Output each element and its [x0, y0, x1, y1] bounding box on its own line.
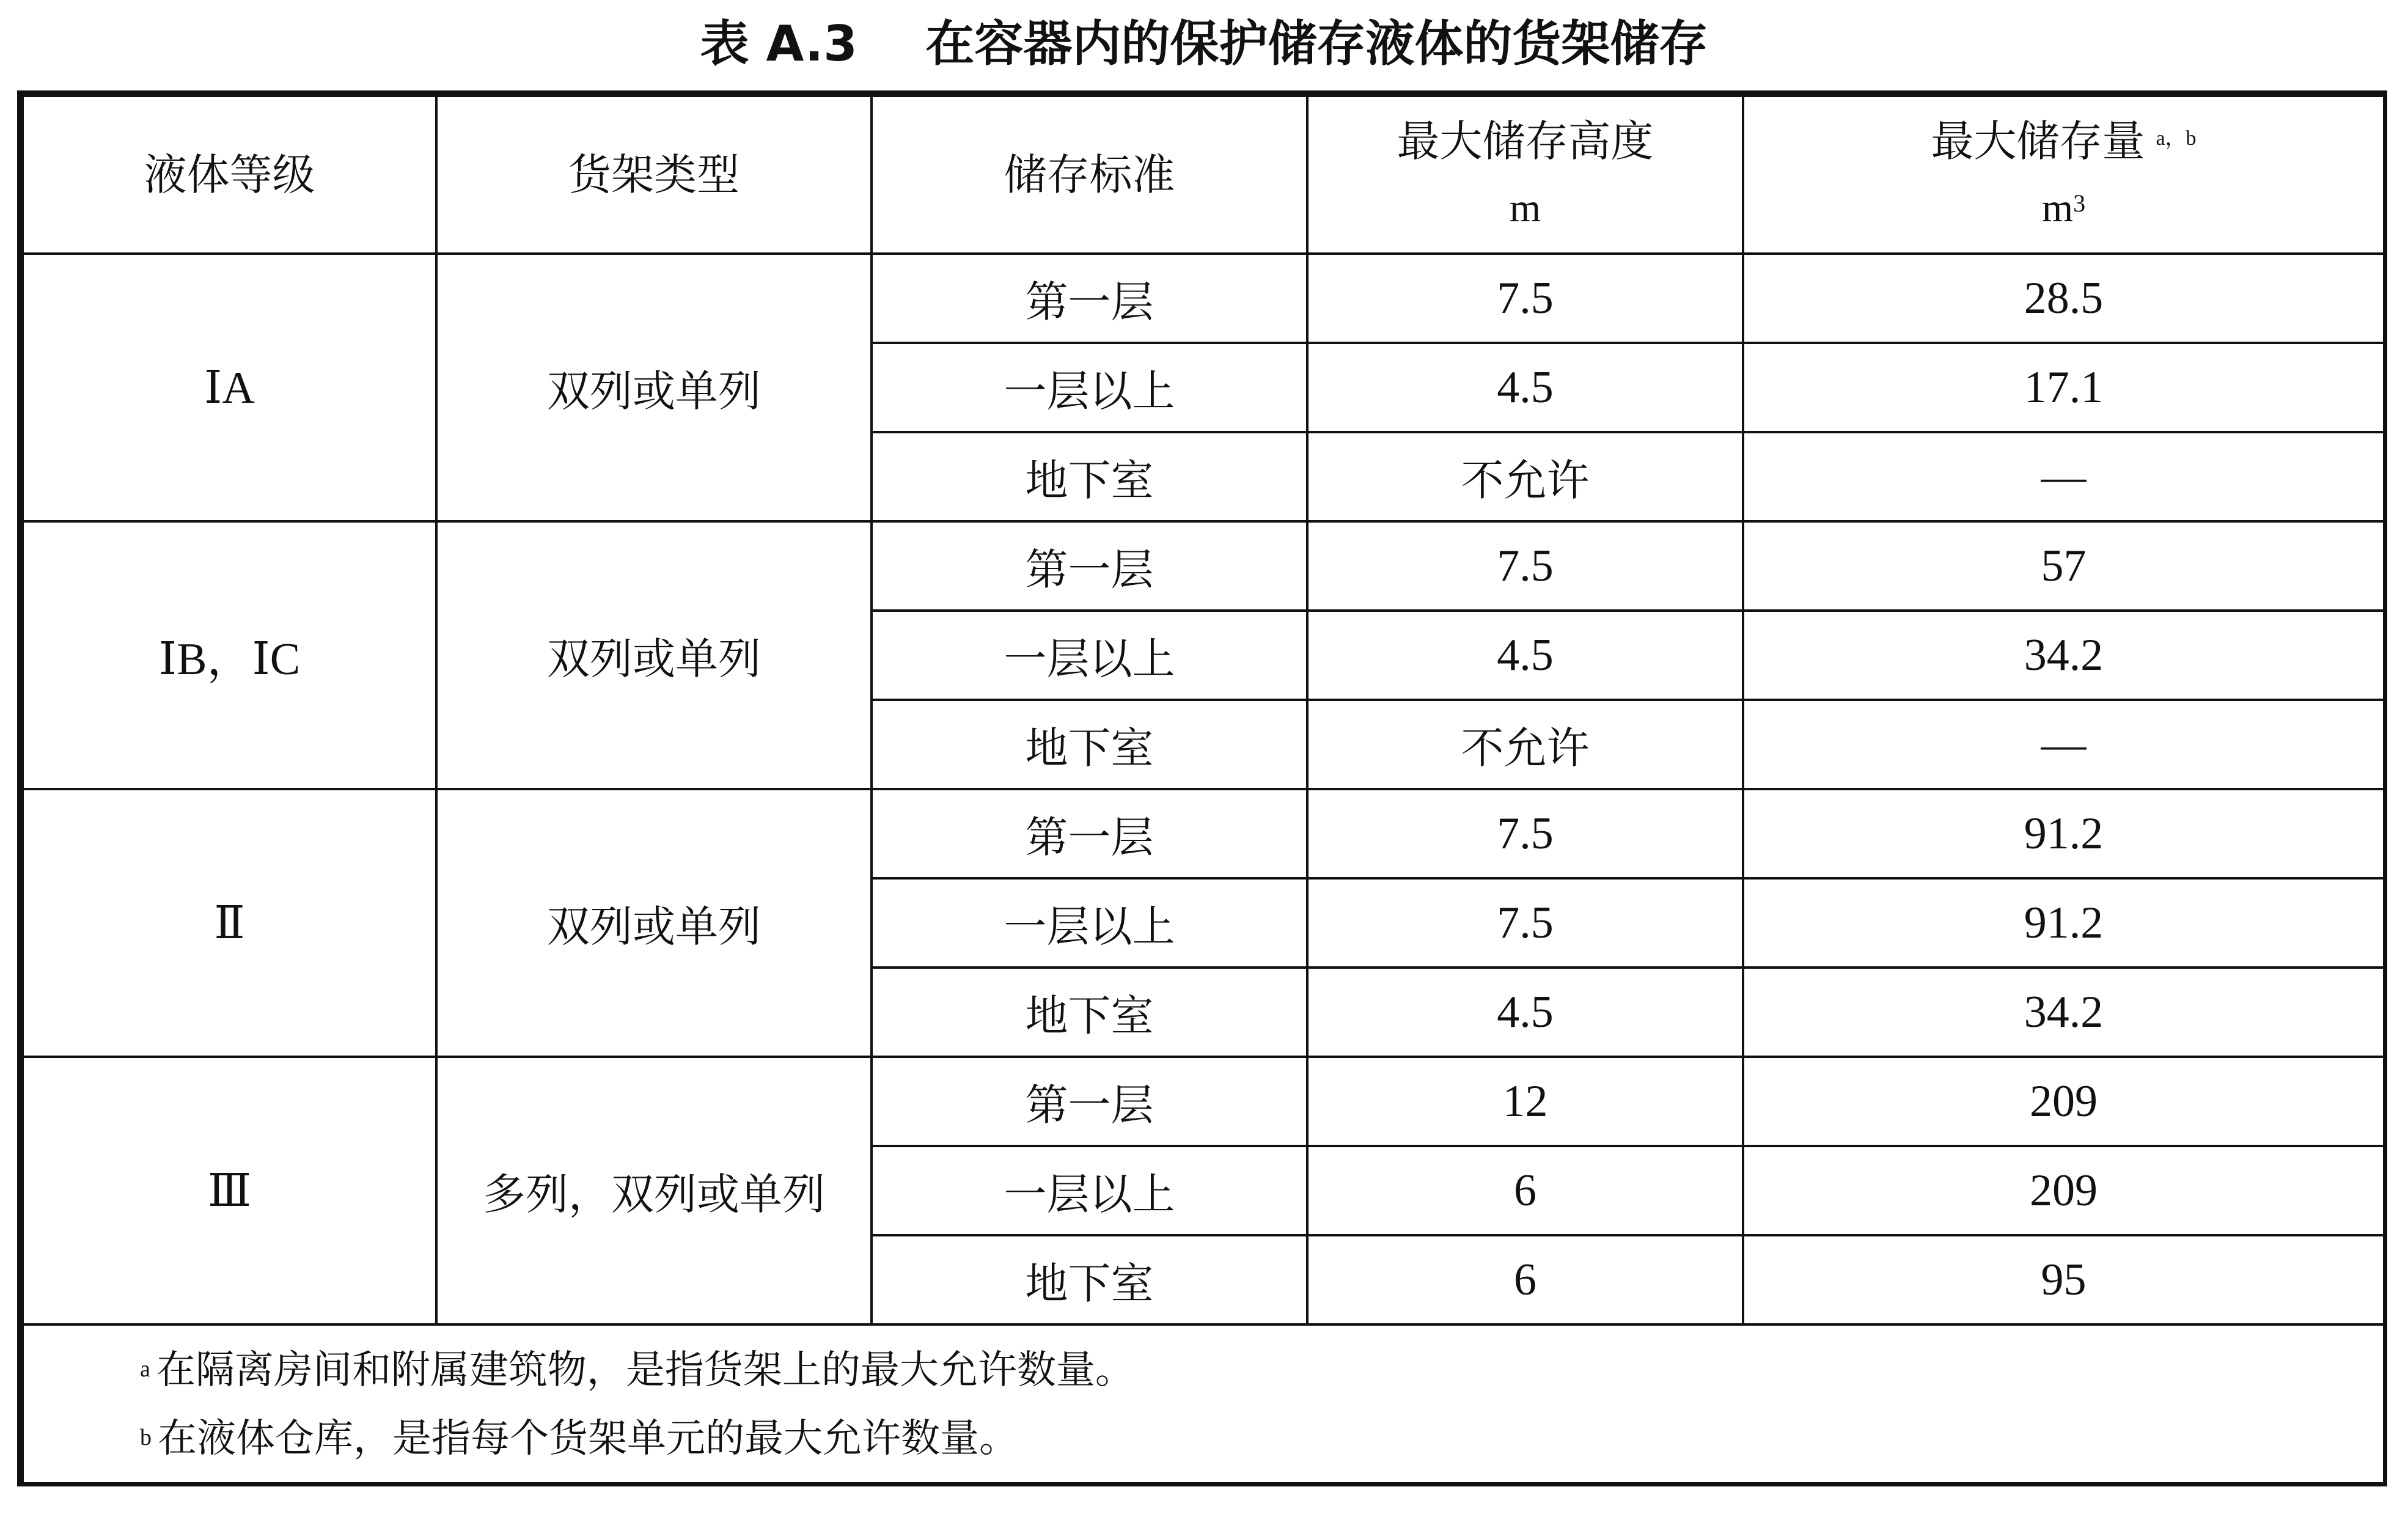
unit-exponent: 3 [2073, 189, 2086, 217]
footnote-b-mark: b [140, 1425, 152, 1450]
volume-cell: 57 [1743, 521, 2384, 611]
grade-cell: ⅠB，ⅠC [23, 521, 436, 789]
volume-cell: 17.1 [1743, 343, 2384, 432]
header-max-volume [1743, 96, 2384, 254]
height-cell: 7.5 [1307, 254, 1743, 343]
volume-cell: 91.2 [1743, 878, 2384, 968]
footnote-a-mark: a [140, 1356, 150, 1382]
height-cell: 7.5 [1307, 521, 1743, 611]
height-cell: 7.5 [1307, 789, 1743, 878]
standard-cell: 第一层 [872, 1057, 1307, 1146]
grade-cell: Ⅲ [23, 1057, 436, 1324]
notes-row [23, 1324, 2384, 1485]
height-cell: 4.5 [1307, 611, 1743, 700]
height-cell: 6 [1307, 1235, 1743, 1324]
header-max-volume-line [1744, 108, 2383, 175]
table-row [23, 789, 2384, 878]
volume-cell: 209 [1743, 1057, 2384, 1146]
header-liquid-grade: 液体等级 [23, 96, 436, 254]
standard-cell: 第一层 [872, 254, 1307, 343]
unit-base: m [2041, 186, 2074, 230]
header-max-volume-label: 最大储存量 [1931, 116, 2145, 166]
footnote-b-text: 在液体仓库，是指每个货架单元的最大允许数量。 [158, 1416, 1018, 1461]
header-storage-standard: 储存标准 [872, 96, 1307, 254]
header-row [23, 96, 2384, 254]
grade-cell: ⅠA [23, 254, 436, 521]
table-row [23, 1057, 2384, 1146]
height-cell: 12 [1307, 1057, 1743, 1146]
standard-cell: 地下室 [872, 700, 1307, 789]
height-cell: 4.5 [1307, 968, 1743, 1057]
standard-cell: 地下室 [872, 968, 1307, 1057]
volume-cell: — [1743, 700, 2384, 789]
height-cell: 4.5 [1307, 343, 1743, 432]
standard-cell: 地下室 [872, 1235, 1307, 1324]
table-row [23, 254, 2384, 343]
notes-cell [23, 1324, 2384, 1485]
header-max-volume-unit [1744, 175, 2383, 242]
header-footnote-mark: a，b [2156, 127, 2197, 150]
rack-type-cell: 多列，双列或单列 [436, 1057, 872, 1324]
standard-cell: 一层以上 [872, 1146, 1307, 1235]
header-max-height-unit: m [1509, 186, 1541, 230]
standard-cell: 地下室 [872, 432, 1307, 521]
height-cell: 7.5 [1307, 878, 1743, 968]
height-cell: 不允许 [1307, 432, 1743, 521]
rack-type-cell: 双列或单列 [436, 521, 872, 789]
standard-cell: 一层以上 [872, 343, 1307, 432]
volume-cell: 209 [1743, 1146, 2384, 1235]
volume-cell: 91.2 [1743, 789, 2384, 878]
volume-cell: 34.2 [1743, 968, 2384, 1057]
rack-type-cell: 双列或单列 [436, 254, 872, 521]
standard-cell: 第一层 [872, 521, 1307, 611]
standard-cell: 第一层 [872, 789, 1307, 878]
footnote-a-text: 在隔离房间和附属建筑物，是指货架上的最大允许数量。 [156, 1348, 1134, 1393]
volume-cell: 28.5 [1743, 254, 2384, 343]
volume-cell: 34.2 [1743, 611, 2384, 700]
height-cell: 不允许 [1307, 700, 1743, 789]
header-max-height-label: 最大储存高度 [1397, 116, 1654, 166]
footnote-b [140, 1405, 2383, 1473]
footnote-a [140, 1336, 2383, 1405]
height-cell: 6 [1307, 1146, 1743, 1235]
grade-cell: Ⅱ [23, 789, 436, 1057]
table-title: 表 A.3 在容器内的保护储存液体的货架储存 [700, 15, 1708, 72]
rack-type-cell: 双列或单列 [436, 789, 872, 1057]
volume-cell: 95 [1743, 1235, 2384, 1324]
standard-cell: 一层以上 [872, 611, 1307, 700]
standard-cell: 一层以上 [872, 878, 1307, 968]
storage-table-frame [17, 90, 2387, 1486]
header-max-height [1307, 96, 1743, 254]
storage-table [21, 95, 2385, 1486]
header-rack-type: 货架类型 [436, 96, 872, 254]
table-row [23, 521, 2384, 611]
volume-cell: — [1743, 432, 2384, 521]
